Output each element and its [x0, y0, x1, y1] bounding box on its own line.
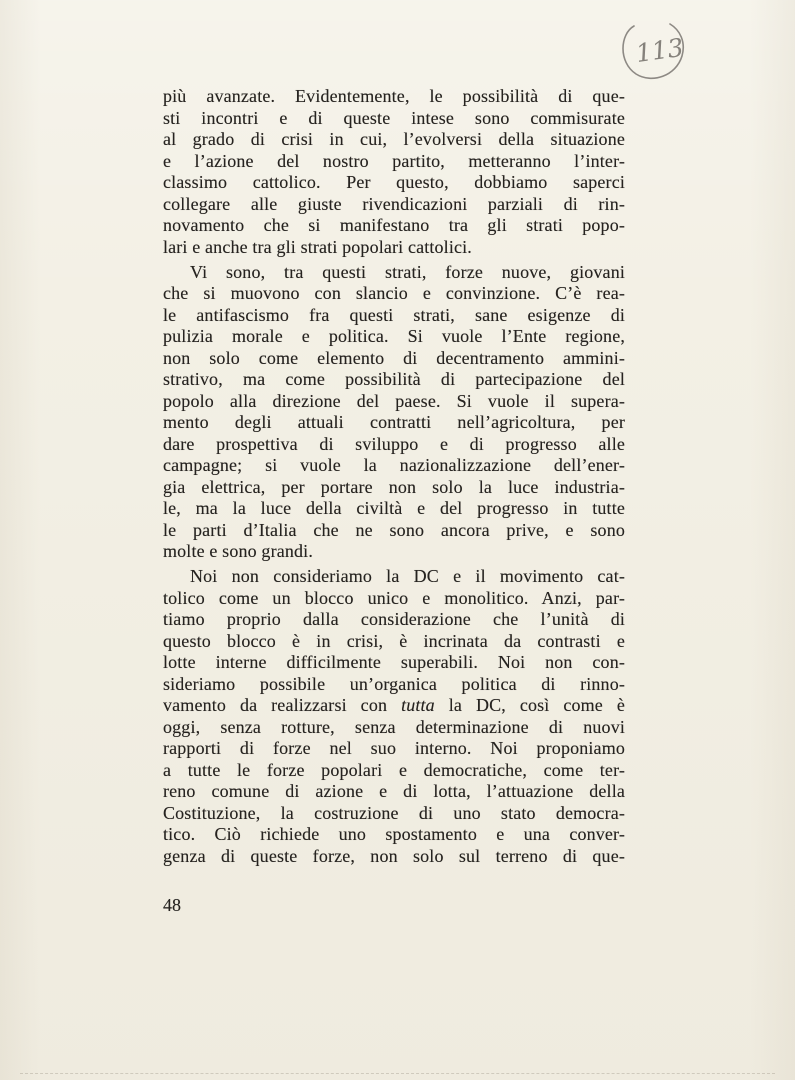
text-line: mento degli attuali contratti nell’agricoltura, per — [163, 412, 625, 432]
text-line: strativo, ma come possibilità di partecipazione del — [163, 369, 625, 389]
text-line: a tutte le forze popolari e democratiche, come ter- — [163, 759, 625, 780]
text-line: dare prospettiva di sviluppo e di progresso alle — [163, 433, 625, 454]
text-line: e l’azione del nostro partito, metteranno l’inter- — [163, 150, 625, 171]
paragraph — [163, 566, 625, 867]
text-line: tolico come un blocco unico e monolitico. Anzi, par- — [163, 587, 625, 608]
text-line: lotte interne difficilmente superabili. Noi non con- — [163, 652, 625, 672]
paragraph — [163, 86, 625, 258]
text-line: Costituzione, la costruzione di uno stato democra- — [163, 802, 625, 823]
text-line: novamento che si manifestano tra gli strati popo- — [163, 215, 625, 235]
text-line: popolo alla direzione del paese. Si vuole il supera- — [163, 390, 625, 411]
text-line: genza di queste forze, non solo sul terreno di que- — [163, 845, 625, 866]
text-segment: la DC, così come è — [434, 695, 625, 715]
text-line: pulizia morale e politica. Si vuole l’Ente regione, — [163, 326, 625, 346]
text-line: le parti d’Italia che ne sono ancora prive, e sono — [163, 519, 625, 540]
page-number: 48 — [163, 895, 181, 915]
text-column — [163, 86, 625, 867]
text-line: tico. Ciò richiede uno spostamento e una conver- — [163, 824, 625, 844]
text-line: al grado di crisi in cui, l’evolversi della situazione — [163, 129, 625, 149]
text-line: le antifascismo fra questi strati, sane esigenze di — [163, 304, 625, 325]
text-line — [163, 695, 625, 717]
text-line: rapporti di forze nel suo interno. Noi proponiamo — [163, 738, 625, 758]
text-line: campagne; si vuole la nazionalizzazione dell’ener- — [163, 455, 625, 475]
text-line: sti incontri e di queste intese sono commisurate — [163, 107, 625, 128]
emphasized-word: tutta — [401, 695, 435, 715]
page-edge — [20, 1073, 775, 1074]
text-line: che si muovono con slancio e convinzione. C’è rea- — [163, 283, 625, 303]
text-line: gia elettrica, per portare non solo la luce industria- — [163, 476, 625, 497]
handwritten-archive-number — [612, 16, 692, 88]
text-line: più avanzate. Evidentemente, le possibilità di que- — [163, 86, 625, 106]
paragraph — [163, 262, 625, 563]
text-line: questo blocco è in crisi, è incrinata da contrasti e — [163, 630, 625, 651]
text-line: tiamo proprio dalla considerazione che l’unità di — [163, 609, 625, 629]
text-line: sideriamo possibile un’organica politica di rinno- — [163, 673, 625, 694]
text-line: non solo come elemento di decentramento ammini- — [163, 347, 625, 368]
text-line: reno comune di azione e di lotta, l’attuazione della — [163, 781, 625, 801]
archive-number-text: 113 — [634, 32, 686, 69]
text-line: collegare alle giuste rivendicazioni parziali di rin- — [163, 193, 625, 214]
text-line: lari e anche tra gli strati popolari cattolici. — [163, 236, 472, 257]
text-segment: vamento da realizzarsi con — [163, 695, 402, 715]
text-line: classimo cattolico. Per questo, dobbiamo saperci — [163, 172, 625, 192]
text-line: Noi non consideriamo la DC e il movimento cat- — [190, 566, 625, 586]
text-line: le, ma la luce della civiltà e del progresso in tutte — [163, 498, 625, 518]
text-line: oggi, senza rotture, senza determinazione di nuovi — [163, 716, 625, 737]
text-line: Vi sono, tra questi strati, forze nuove, giovani — [190, 261, 625, 282]
text-line: molte e sono grandi. — [163, 541, 313, 561]
